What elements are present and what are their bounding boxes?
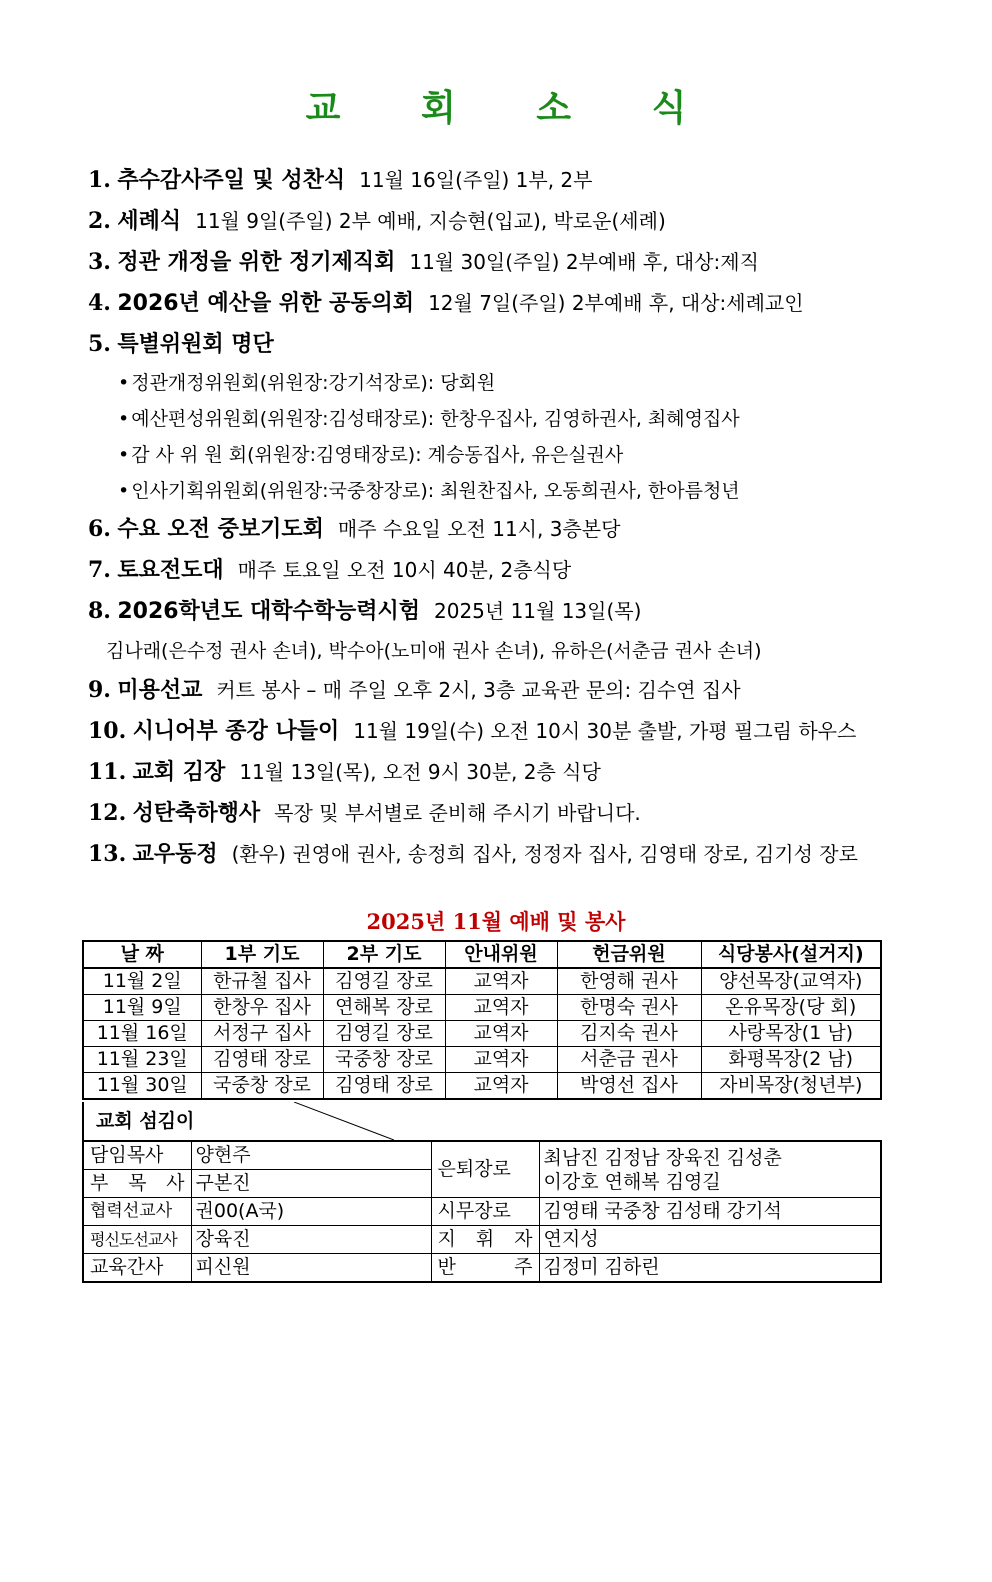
table-cell: 자비목장(청년부) [701, 1073, 881, 1100]
staff-name: 피신원 [191, 1254, 431, 1283]
item-detail: 매주 토요일 오전 10시 40분, 2층식당 [237, 558, 572, 582]
table-cell: 11월 2일 [83, 968, 201, 995]
news-item [88, 670, 948, 711]
staff-heading: 교회 섬김이 [82, 1102, 388, 1140]
item-number: 8. [88, 598, 111, 624]
item-number: 9. [88, 677, 111, 703]
table-cell: 김지숙 권사 [557, 1021, 701, 1047]
table-cell: 11월 23일 [83, 1047, 201, 1073]
table-row [83, 1198, 881, 1226]
news-item [88, 550, 948, 591]
table-cell: 박영선 집사 [557, 1073, 701, 1100]
staff-role: 협력선교사 [83, 1198, 191, 1226]
table-header-row [83, 941, 881, 968]
item-number: 5. [88, 331, 111, 357]
table-row [83, 968, 881, 995]
committee-text: 예산편성위원회(위원장:김성태장로): 한창우집사, 김영하권사, 최혜영집사 [131, 408, 740, 430]
table-cell: 양선목장(교역자) [701, 968, 881, 995]
table-cell: 교역자 [445, 1021, 557, 1047]
table-row [83, 1141, 881, 1170]
staff-role: 담임목사 [83, 1141, 191, 1170]
bullet-icon: • [118, 480, 130, 502]
item-number: 7. [88, 557, 111, 583]
news-item [88, 509, 948, 550]
table-cell: 국중창 장로 [323, 1047, 445, 1073]
staff-role: 시무장로 [431, 1198, 539, 1226]
item-number: 2. [88, 208, 111, 234]
item-heading: 2026학년도 대학수학능력시험 [117, 599, 420, 624]
column-header: 헌금위원 [557, 941, 701, 968]
item-detail: 12월 7일(주일) 2부예배 후, 대상:세례교인 [428, 291, 804, 315]
table-cell: 온유목장(당 회) [701, 995, 881, 1021]
staff-name: 권00(A국) [191, 1198, 431, 1226]
staff-section [82, 1102, 880, 1582]
column-header: 안내위원 [445, 941, 557, 968]
bullet-icon: • [118, 444, 130, 466]
item-number: 6. [88, 516, 111, 542]
item-number: 4. [88, 290, 111, 316]
item-heading: 성탄축하행사 [132, 801, 261, 826]
table-cell: 연해복 장로 [323, 995, 445, 1021]
table-cell: 김영태 장로 [323, 1073, 445, 1100]
staff-name: 장육진 [191, 1226, 431, 1254]
item-detail: 목장 및 부서별로 준비해 주시기 바랍니다. [274, 801, 641, 825]
item-heading: 특별위원회 명단 [117, 332, 274, 357]
staff-role: 평신도선교사 [83, 1226, 191, 1254]
item-detail: 11월 16일(주일) 1부, 2부 [359, 168, 593, 192]
column-header: 날 짜 [83, 941, 201, 968]
item-heading: 추수감사주일 및 성찬식 [117, 168, 346, 193]
item-heading: 미용선교 [117, 678, 203, 703]
item-detail: 11월 13일(목), 오전 9시 30분, 2층 식당 [239, 760, 601, 784]
table-row [83, 1021, 881, 1047]
table-cell: 국중창 장로 [201, 1073, 323, 1100]
item-heading: 수요 오전 중보기도회 [117, 517, 324, 542]
staff-table [82, 1140, 882, 1283]
table-cell: 사랑목장(1 남) [701, 1021, 881, 1047]
committee-item [88, 473, 948, 509]
table-cell: 11월 30일 [83, 1073, 201, 1100]
staff-name: 연지성 [539, 1226, 881, 1254]
item-detail: 11월 30일(주일) 2부예배 후, 대상:제직 [409, 250, 759, 274]
news-item [88, 324, 948, 365]
committee-item [88, 365, 948, 401]
staff-role: 지 휘 자 [431, 1226, 539, 1254]
staff-name: 김영태 국중창 김성태 강기석 [539, 1198, 881, 1226]
staff-name-line: 최남진 김정남 장육진 김성춘 [543, 1146, 782, 1169]
table-row [83, 1254, 881, 1283]
item-heading: 시니어부 종강 나들이 [132, 719, 340, 744]
column-header: 2부 기도 [323, 941, 445, 968]
committee-text: 인사기획위원회(위원장:국중창장로): 최원찬집사, 오동희권사, 한아름청년 [131, 480, 740, 502]
schedule-title: 2025년 11월 예배 및 봉사 [366, 909, 626, 934]
staff-role: 교육간사 [83, 1254, 191, 1283]
news-list [88, 160, 948, 875]
table-cell: 교역자 [445, 968, 557, 995]
table-row [83, 1047, 881, 1073]
page-title: 교 회 소 식 [305, 87, 721, 129]
item-heading: 토요전도대 [117, 558, 224, 583]
table-cell: 서정구 집사 [201, 1021, 323, 1047]
table-cell: 김영태 장로 [201, 1047, 323, 1073]
column-header: 1부 기도 [201, 941, 323, 968]
staff-role: 은퇴장로 [431, 1141, 539, 1198]
table-cell: 서춘금 권사 [557, 1047, 701, 1073]
table-cell: 교역자 [445, 995, 557, 1021]
item-number: 1. [88, 167, 111, 193]
column-header: 식당봉사(설거지) [701, 941, 881, 968]
news-item [88, 711, 948, 752]
schedule-table [82, 940, 882, 1100]
news-item [88, 242, 948, 283]
table-cell: 11월 16일 [83, 1021, 201, 1047]
table-cell: 한창우 집사 [201, 995, 323, 1021]
news-item [88, 591, 948, 632]
staff-name [539, 1141, 881, 1198]
committee-text: 감 사 위 원 회(위원장:김영태장로): 계승동집사, 유은실권사 [131, 444, 624, 466]
table-cell: 한영해 권사 [557, 968, 701, 995]
news-item [88, 201, 948, 242]
item-detail: 11월 9일(주일) 2부 예배, 지승현(입교), 박로운(세례) [195, 209, 666, 233]
item-detail: (환우) 권영애 권사, 송정희 집사, 정정자 집사, 김영태 장로, 김기성 장로 [231, 842, 858, 866]
table-cell: 한명숙 권사 [557, 995, 701, 1021]
item-number: 10. [88, 718, 127, 744]
table-cell: 김영길 장로 [323, 968, 445, 995]
committee-item [88, 401, 948, 437]
staff-name-line: 이강호 연해복 김영길 [543, 1170, 721, 1193]
news-item [88, 283, 948, 324]
table-cell: 한규철 집사 [201, 968, 323, 995]
item-detail: 매주 수요일 오전 11시, 3층본당 [337, 517, 621, 541]
table-row [83, 995, 881, 1021]
staff-name: 양현주 [191, 1141, 431, 1170]
table-row [83, 1226, 881, 1254]
staff-name: 김정미 김하린 [539, 1254, 881, 1283]
table-cell: 김영길 장로 [323, 1021, 445, 1047]
item-number: 13. [88, 841, 127, 867]
staff-name: 구본진 [191, 1170, 431, 1198]
staff-role: 반 주 [431, 1254, 539, 1283]
item-heading: 교회 김장 [132, 760, 226, 785]
news-item [88, 752, 948, 793]
item-detail: 커트 봉사 – 매 주일 오후 2시, 3층 교육관 문의: 김수연 집사 [216, 678, 741, 702]
item-detail: 2025년 11월 13일(목) [434, 599, 642, 623]
item-heading: 정관 개정을 위한 정기제직회 [117, 250, 396, 275]
committee-text: 정관개정위원회(위원장:강기석장로): 당회원 [131, 372, 496, 394]
item-number: 3. [88, 249, 111, 275]
item-detail: 11월 19일(수) 오전 10시 30분 출발, 가평 필그림 하우스 [353, 719, 857, 743]
exam-names: 김나래(은수정 권사 손녀), 박수아(노미애 권사 손녀), 유하은(서춘금 권사 손녀) [106, 640, 762, 662]
news-item [88, 834, 948, 875]
item-heading: 세례식 [117, 209, 182, 234]
table-cell: 교역자 [445, 1047, 557, 1073]
table-cell: 교역자 [445, 1073, 557, 1100]
bullet-icon: • [118, 408, 130, 430]
staff-role: 부 목 사 [83, 1170, 191, 1198]
news-item [88, 793, 948, 834]
table-cell: 11월 9일 [83, 995, 201, 1021]
bullet-icon: • [118, 372, 130, 394]
item-heading: 교우동정 [132, 842, 218, 867]
item-heading: 2026년 예산을 위한 공동의회 [117, 291, 415, 316]
item-number: 12. [88, 800, 127, 826]
diagonal-divider [294, 1102, 394, 1140]
news-item [88, 160, 948, 201]
committee-item [88, 437, 948, 473]
item-number: 11. [88, 759, 127, 785]
table-cell: 화평목장(2 남) [701, 1047, 881, 1073]
table-row [83, 1073, 881, 1100]
